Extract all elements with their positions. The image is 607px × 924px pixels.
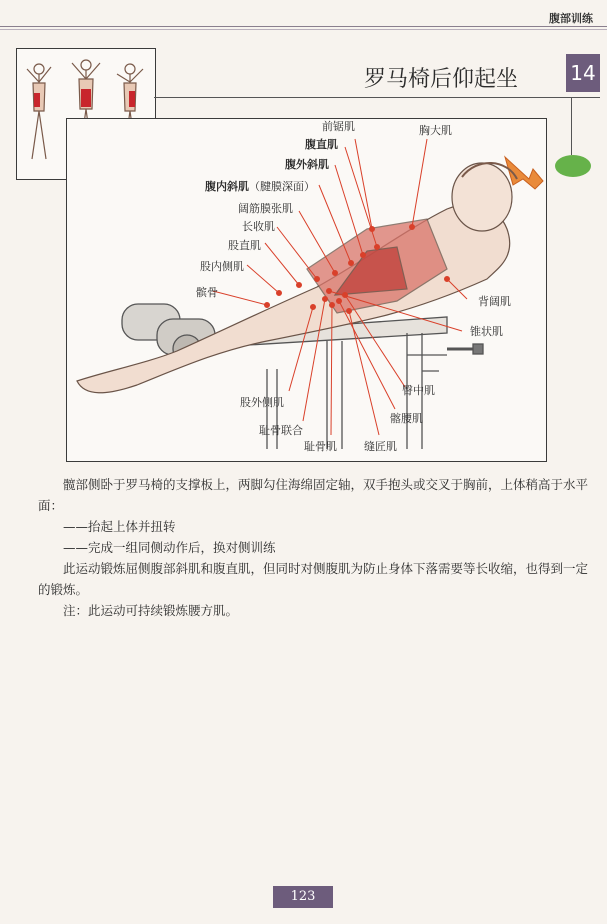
- label-serratus: 前锯肌: [322, 120, 355, 133]
- green-marker: [555, 155, 591, 177]
- section-label: 腹部训练: [549, 12, 593, 25]
- bracket-line: [545, 97, 572, 98]
- bracket-vertical-line: [571, 97, 572, 155]
- label-iliopsoas: 髂腰肌: [390, 412, 423, 425]
- label-gluteus-medius: 臀中肌: [402, 384, 435, 397]
- label-external-oblique: 腹外斜肌: [285, 158, 329, 171]
- label-patella: 髌骨: [196, 286, 218, 299]
- step-1: ——抬起上体并扭转: [63, 519, 176, 534]
- label-vastus-lateralis: 股外侧肌: [240, 396, 284, 409]
- label-tfl: 阔筋膜张肌: [238, 202, 293, 215]
- direction-arrow-icon: [505, 157, 543, 189]
- page-number: 123: [273, 886, 333, 908]
- paragraph-effect: 此运动锻炼屈侧腹部斜肌和腹直肌，但同时对侧腹肌为防止身体下落需要等长收缩，也得到一定的锻炼。: [38, 561, 589, 597]
- label-pec-major: 胸大肌: [419, 124, 452, 137]
- header-rule: [0, 26, 607, 27]
- label-pectineus: 耻骨肌: [304, 440, 337, 453]
- exercise-number-badge: 14: [566, 54, 600, 92]
- paragraph-setup: 髋部侧卧于罗马椅的支撑板上，两脚勾住海绵固定轴，双手抱头或交叉于胸前，上体稍高于水平面：: [38, 477, 589, 513]
- exercise-description: [38, 474, 592, 621]
- note-label: 注：: [63, 603, 89, 618]
- label-latissimus: 背阔肌: [478, 295, 511, 308]
- label-vastus-medialis: 股内侧肌: [200, 260, 244, 273]
- label-pyramidalis: 锥状肌: [470, 325, 503, 338]
- note-text: 此运动可持续锻炼腰方肌。: [88, 603, 239, 618]
- exercise-title: 罗马椅后仰起坐: [364, 67, 519, 92]
- label-internal-oblique: 腹内斜肌（腱膜深面）: [205, 180, 315, 193]
- header-rule-secondary: [0, 29, 607, 30]
- label-sartorius: 缝匠肌: [364, 440, 397, 453]
- label-adductor-longus: 长收肌: [242, 220, 275, 233]
- note: [38, 600, 592, 621]
- step-2: ——完成一组同侧动作后，换对侧训练: [63, 540, 276, 555]
- label-pubic-symphysis: 耻骨联合: [259, 424, 303, 437]
- label-rectus-femoris: 股直肌: [228, 239, 261, 252]
- label-rectus-abdominis: 腹直肌: [305, 138, 338, 151]
- title-underline: [154, 97, 600, 98]
